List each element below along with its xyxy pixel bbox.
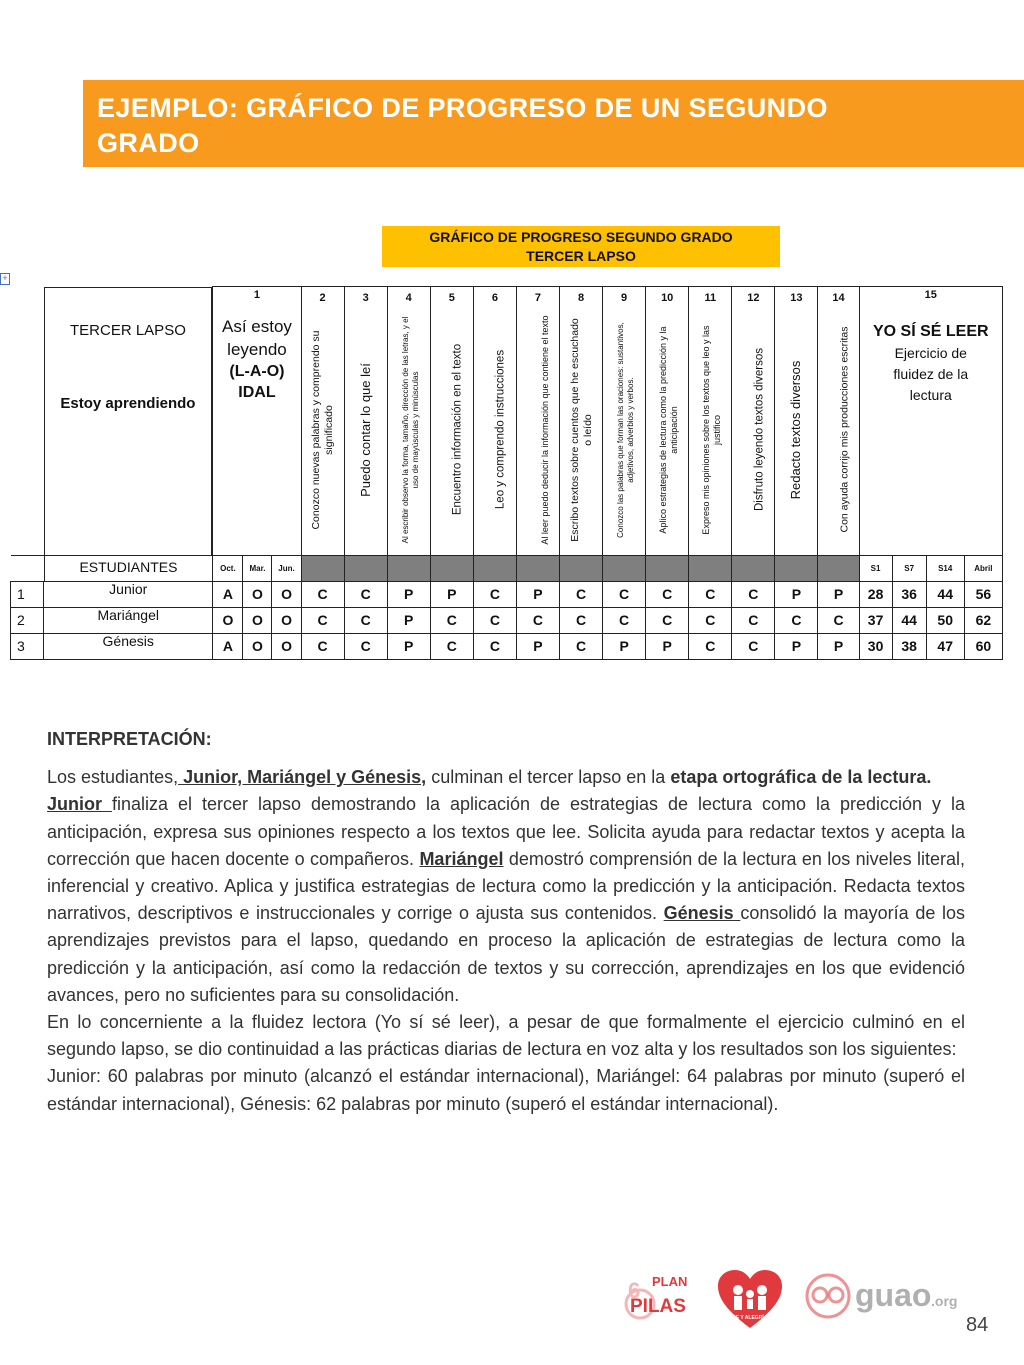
indicator-grade: C (689, 607, 732, 633)
col-num: 6 (491, 291, 498, 304)
student-name: Junior (44, 581, 213, 607)
indicator-text-wrap (560, 308, 602, 552)
gray-cell (430, 555, 473, 581)
lao-grade: O (272, 581, 301, 607)
interpretation-paragraph-3: En lo concerniente a la fluidez lectora (Yo sí sé leer), a pesar de que formalmente el ejercicio culminó en el segundo lapso, se dio continuidad a las prácticas diarias de lectura en voz alta y los resultados son los siguientes: (47, 1012, 965, 1060)
indicator-label: Aplico estrategias de lectura como la predicción y la anticipación (658, 326, 680, 534)
text-span: Los estudiantes, (47, 767, 179, 788)
gray-cell (732, 555, 775, 581)
fluency-value: 37 (859, 607, 892, 633)
indicator-header (732, 287, 775, 556)
indicator-grade: C (818, 607, 859, 633)
month-jun: Jun. (272, 555, 301, 581)
fluency-value: 30 (859, 633, 892, 659)
indicator-label: Escribo textos sobre cuentos que he escuchado o leído (568, 317, 594, 542)
col-lao-line3: (L-A-O) (229, 363, 285, 380)
week-s1: S1 (859, 555, 892, 581)
indicator-grade: C (473, 633, 516, 659)
indicator-grade: P (818, 633, 859, 659)
indicator-grade: C (516, 607, 559, 633)
indicator-text-wrap (345, 308, 387, 552)
guao-logo (804, 1268, 966, 1328)
interpretation-paragraph-4: Junior: 60 palabras por minuto (alcanzó el estándar internacional), Mariángel: 64 palabras por minuto (superó el estándar internacional), Génesis: 62 palabras por minuto (superó el estándar internacional). (47, 1066, 965, 1114)
left-header-spacer (11, 287, 213, 556)
fluency-sub1: Ejercicio de (894, 345, 967, 361)
table-row (11, 581, 1003, 607)
slide-title-line1: EJEMPLO: GRÁFICO DE PROGRESO DE UN SEGUNDO (97, 93, 828, 123)
chart-title-line2: TERCER LAPSO (526, 248, 636, 264)
gray-cell (516, 555, 559, 581)
indicator-grade: C (301, 581, 344, 607)
student-name: Génesis (44, 633, 213, 659)
indicator-grade: C (560, 607, 603, 633)
fluency-value: 50 (926, 607, 964, 633)
col-lao-line2: leyendo (227, 340, 287, 359)
student-name-genesis: Génesis (663, 903, 741, 924)
fe-y-alegria-text: FE Y ALEGRÍA (732, 1315, 768, 1321)
indicator-text-wrap (302, 308, 344, 552)
indicator-header (603, 287, 646, 556)
indicator-text-wrap (732, 308, 774, 552)
gray-cell (301, 555, 344, 581)
plan-pilas-logo-graphic (622, 1268, 694, 1324)
week-s7: S7 (892, 555, 926, 581)
indicator-grade: C (473, 581, 516, 607)
gray-cell (818, 555, 859, 581)
indicator-grade: C (689, 581, 732, 607)
indicator-label: Conozco las palabras que forman las oraciones: sustantivos, adjetivos, adverbios y verbos. (616, 321, 636, 538)
indicator-label: Al escribir observo la forma, tamaño, dirección de las letras, y el uso de mayúsculas y minúsculas (400, 316, 420, 544)
indicator-text-wrap (818, 308, 858, 552)
lao-grade: O (243, 633, 272, 659)
fluency-value: 44 (926, 581, 964, 607)
col-lao-header (213, 287, 301, 556)
indicator-text-wrap (646, 308, 688, 552)
indicator-header (387, 287, 430, 556)
indicator-grade: C (430, 607, 473, 633)
col-num: 14 (832, 291, 845, 304)
left-header (44, 287, 213, 555)
indicator-grade: C (430, 633, 473, 659)
lao-grade: O (213, 607, 243, 633)
owl-logo-icon (804, 1268, 966, 1324)
lao-grade: O (272, 633, 301, 659)
indicator-grade: C (603, 581, 646, 607)
gray-cell (775, 555, 818, 581)
col-num: 1 (253, 289, 261, 301)
indicator-grade: C (344, 607, 387, 633)
indicator-grade: C (301, 633, 344, 659)
lao-grade: A (213, 633, 243, 659)
col-num: 2 (319, 291, 326, 304)
stage-label: etapa ortográfica de la lectura. (670, 767, 932, 788)
gray-cell (689, 555, 732, 581)
col-num: 11 (704, 291, 717, 304)
row-number: 2 (11, 607, 44, 633)
indicator-grade: C (732, 607, 775, 633)
col-num: 5 (448, 291, 455, 304)
student-name-mariangel: Mariángel (419, 848, 504, 869)
indicator-grade: C (689, 633, 732, 659)
col-num: 8 (577, 291, 585, 304)
indicator-grade: P (516, 581, 559, 607)
indicator-label: Redacto textos diversos (788, 360, 804, 500)
fluency-value: 44 (892, 607, 926, 633)
students-label-wrap (11, 555, 213, 581)
col-num: 12 (747, 291, 760, 304)
col-num: 15 (924, 289, 937, 301)
lao-grade: O (272, 607, 301, 633)
text-span: demostró comprensión de la lectura en los niveles literal, inferencial y creativo. Aplica y justifica estrategias de lectura como la predicción y la anticipación. Redacta textos narrativos, descriptivos e instruccionales y corrige o ajusta sus contenidos. (47, 848, 965, 924)
row-number: 1 (11, 581, 44, 607)
plan-pilas-top: PLAN (652, 1274, 688, 1289)
indicator-label: Puedo contar lo que leí (357, 362, 373, 497)
col-num: 4 (405, 291, 412, 304)
indicator-grade: C (560, 633, 603, 659)
indicator-grade: P (387, 633, 430, 659)
indicator-grade: C (344, 581, 387, 607)
chart-title (382, 226, 780, 267)
indicator-text-wrap (603, 308, 645, 552)
student-name: Mariángel (44, 607, 213, 633)
indicator-header (646, 287, 689, 556)
indicator-label: Al leer puedo deducir la información que contiene el texto (539, 315, 550, 545)
indicator-grade: C (603, 607, 646, 633)
indicator-grade: C (732, 581, 775, 607)
lao-grade: O (243, 581, 272, 607)
student-rows (11, 581, 1003, 659)
student-names: Junior, Mariángel y Génesis, (178, 767, 427, 788)
indicator-text-wrap (474, 308, 516, 552)
gray-cell (603, 555, 646, 581)
col-num: 7 (534, 291, 542, 304)
gray-cell (344, 555, 387, 581)
col-num: 13 (790, 291, 803, 304)
indicator-header (430, 287, 473, 556)
gray-cell (473, 555, 516, 581)
fluency-sub3: lectura (909, 387, 952, 403)
fluency-sub2: fluidez de la (893, 366, 969, 382)
month-oct: Oct. (213, 555, 243, 581)
text-span: consolidó la mayoría de los aprendizajes previstos para el lapso, quedando en proceso la aplicación de estrategias de lectura como la predicción y la anticipación, así como la redacción de textos y su corrección, aprendizajes en los que evidenció avances, pero no suficientes para su consolidación. (47, 903, 965, 1005)
fluency-value: 38 (892, 633, 926, 659)
indicator-label: Leo y comprendo instrucciones (494, 350, 507, 510)
plan-pilas-number: 6 (628, 1278, 641, 1303)
guao-suffix: .org (931, 1293, 958, 1309)
table-row (11, 607, 1003, 633)
indicator-text-wrap (388, 308, 430, 552)
indicator-grade: P (603, 633, 646, 659)
indicator-header (560, 287, 603, 556)
col-lao-line1: Así estoy (222, 317, 292, 336)
indicator-grade: C (646, 607, 689, 633)
slide-title-line2: GRADO (97, 128, 200, 158)
indicator-text-wrap (775, 308, 817, 552)
table-anchor-icon[interactable]: + (0, 273, 10, 285)
indicator-grade: C (732, 633, 775, 659)
indicator-label: Con ayuda corrijo mis producciones escritas (838, 326, 851, 533)
lao-grade: A (213, 581, 243, 607)
student-name-junior: Junior (47, 794, 112, 815)
indicator-grade: P (775, 633, 818, 659)
col-num: 10 (661, 291, 674, 304)
fluency-value: 56 (964, 581, 1002, 607)
indicator-grade: P (387, 581, 430, 607)
col-num: 3 (362, 291, 369, 304)
indicator-label: Conozco nuevas palabras y comprendo su significado (310, 330, 335, 530)
progress-table (10, 286, 1003, 660)
gray-cell (646, 555, 689, 581)
indicator-grade: P (516, 633, 559, 659)
indicator-grade: C (473, 607, 516, 633)
indicator-label: Expreso mis opiniones sobre los textos que leo y las justifico (701, 325, 723, 535)
text-span: culminan el tercer lapso en la (426, 767, 671, 788)
indicator-label: Disfruto leyendo textos diversos (753, 348, 766, 512)
indicator-grade: P (430, 581, 473, 607)
indicator-grade: C (344, 633, 387, 659)
slide-title (83, 80, 1024, 167)
indicator-grade: C (646, 581, 689, 607)
fluency-value: 62 (964, 607, 1002, 633)
text-span: finaliza el tercer lapso demostrando la aplicación de estrategias de lectura como la predicción y la anticipación, expresa sus opiniones respecto a los textos que lee. Solicita ayuda para redactar textos y acepta la corrección que hacen docente o compañeros. (47, 794, 965, 869)
interpretation-heading: INTERPRETACIÓN: (47, 729, 212, 749)
indicator-grade: C (560, 581, 603, 607)
interpretation (47, 726, 965, 1118)
guao-name: guao (855, 1277, 932, 1313)
month-mar: Mar. (243, 555, 272, 581)
week-abril: Abril (964, 555, 1002, 581)
indicator-header (344, 287, 387, 556)
gray-cell (387, 555, 430, 581)
indicator-grade: P (646, 633, 689, 659)
row-number: 3 (11, 633, 44, 659)
fluency-value: 60 (964, 633, 1002, 659)
indicator-header (818, 287, 859, 556)
heart-logo-icon (716, 1268, 784, 1330)
fluency-value: 28 (859, 581, 892, 607)
students-label: ESTUDIANTES (44, 556, 213, 581)
indicator-text-wrap (431, 308, 473, 552)
gray-cell (560, 555, 603, 581)
indicator-header (301, 287, 344, 556)
interpretation-paragraph-1 (47, 764, 965, 791)
fluency-value: 36 (892, 581, 926, 607)
indicator-header (473, 287, 516, 556)
indicator-grade: P (818, 581, 859, 607)
col-num: 9 (621, 291, 628, 304)
fluency-value: 47 (926, 633, 964, 659)
left-header-learning: Estoy aprendiendo (60, 394, 196, 412)
chart-title-line1: GRÁFICO DE PROGRESO SEGUNDO GRADO (429, 229, 733, 245)
indicator-text-wrap (689, 308, 731, 552)
indicator-grade: C (775, 607, 818, 633)
plan-pilas-bottom: PILAS (630, 1296, 686, 1317)
indicator-grade: P (775, 581, 818, 607)
fluency-title: YO SÍ SÉ LEER (872, 323, 989, 340)
indicator-grade: C (301, 607, 344, 633)
col-lao-line4: IDAL (238, 384, 276, 401)
plan-pilas-logo (622, 1268, 694, 1328)
table-row (11, 633, 1003, 659)
indicator-grade: P (387, 607, 430, 633)
interpretation-paragraph-2 (47, 791, 965, 1009)
left-header-term: TERCER LAPSO (70, 321, 186, 339)
fe-y-alegria-logo (716, 1268, 784, 1328)
page-number: 84 (966, 1314, 989, 1336)
indicator-header (689, 287, 732, 556)
indicator-label: Encuentro información en el texto (451, 344, 464, 516)
indicator-header (775, 287, 818, 556)
lao-grade: O (243, 607, 272, 633)
indicator-text-wrap (517, 308, 559, 552)
indicator-header (516, 287, 559, 556)
col-fluency-header (859, 287, 1002, 556)
week-s14: S14 (926, 555, 964, 581)
